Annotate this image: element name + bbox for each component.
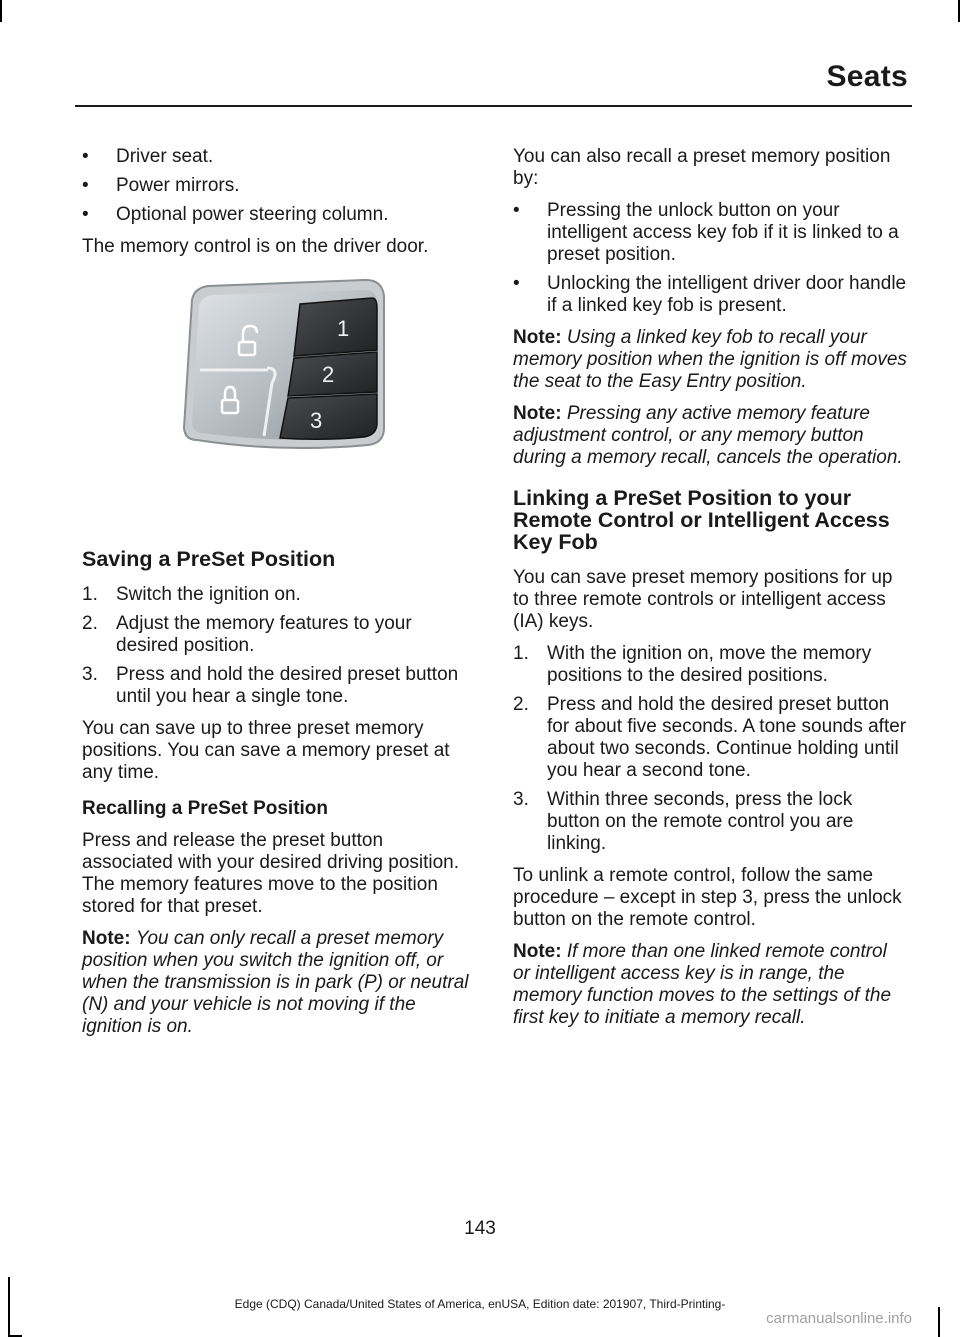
watermark: carmanualsonline.info <box>766 1310 912 1327</box>
left-column <box>82 146 477 1048</box>
list-item: • Power mirrors. <box>82 175 477 197</box>
list-item: 3. Press and hold the desired preset button until you hear a single tone. <box>82 664 459 707</box>
preset-button-2-label: 2 <box>322 362 335 387</box>
paragraph: The memory control is on the driver door. <box>82 236 429 257</box>
list-item: 1. With the ignition on, move the memory positions to the desired positions. <box>513 643 872 686</box>
list-item: • Optional power steering column. <box>82 204 477 226</box>
saving-steps <box>82 584 477 708</box>
preset-button-1-label: 1 <box>337 316 350 341</box>
crop-mark <box>0 0 2 22</box>
memory-features-list <box>82 146 477 226</box>
page-title: Seats <box>826 60 908 93</box>
paragraph: You can save up to three preset memory positions. You can save a memory preset at any time. <box>82 718 450 783</box>
list-item: 3. Within three seconds, press the lock button on the remote control you are linking. <box>513 789 854 854</box>
list-item: • Unlocking the intelligent driver door handle if a linked key fob is present. <box>513 273 908 317</box>
paragraph: You can also recall a preset memory position by: <box>513 146 891 189</box>
preset-button-3-label: 3 <box>310 408 323 433</box>
recall-methods-list <box>513 200 908 317</box>
linking-steps <box>513 643 908 855</box>
right-column <box>513 146 908 1039</box>
page-number: 143 <box>464 1218 496 1239</box>
section-heading-linking: Linking a PreSet Position to your Remote Control or Intelligent Access Key Fob <box>513 486 890 554</box>
subheading-recalling: Recalling a PreSet Position <box>82 798 329 819</box>
paragraph: Press and release the preset button associated with your desired driving position. The memory features move to the position stored for that preset. <box>82 830 460 917</box>
list-item: 1. Switch the ignition on. <box>82 584 301 605</box>
paragraph: To unlink a remote control, follow the same procedure – except in step 3, press the unlock button on the remote control. <box>513 865 902 930</box>
crop-mark <box>938 1307 940 1337</box>
list-item: • Driver seat. <box>82 146 477 168</box>
memory-control-figure <box>82 268 477 538</box>
section-heading-saving: Saving a PreSet Position <box>82 547 336 571</box>
footer-edition-info: Edge (CDQ) Canada/United States of America, enUSA, Edition date: 201907, Third-Printing- <box>234 1297 726 1311</box>
note: Note: Pressing any active memory feature adjustment control, or any memory button during a memory recall, cancels the operation. <box>513 403 903 468</box>
paragraph: You can save preset memory positions for up to three remote controls or intelligent access (IA) keys. <box>513 567 893 632</box>
list-item: • Pressing the unlock button on your intelligent access key fob if it is linked to a preset position. <box>513 200 908 266</box>
header-divider <box>75 105 912 107</box>
memory-seat-control-illustration <box>82 268 477 538</box>
note: Note: If more than one linked remote control or intelligent access key is in range, the memory function moves to the settings of the first key to initiate a memory recall. <box>513 941 892 1028</box>
list-item: 2. Adjust the memory features to your desired position. <box>82 613 412 656</box>
note: Note: Using a linked key fob to recall your memory position when the ignition is off moves the seat to the Easy Entry position. <box>513 327 907 392</box>
list-item: 2. Press and hold the desired preset button for about five seconds. A tone sounds after about two seconds. Continue holding until you hear a second tone. <box>513 694 907 781</box>
note: Note: You can only recall a preset memory position when you switch the ignition off, or when the transmission is in park (P) or neutral (N) and your vehicle is not moving if the ignition is on. <box>82 928 469 1037</box>
